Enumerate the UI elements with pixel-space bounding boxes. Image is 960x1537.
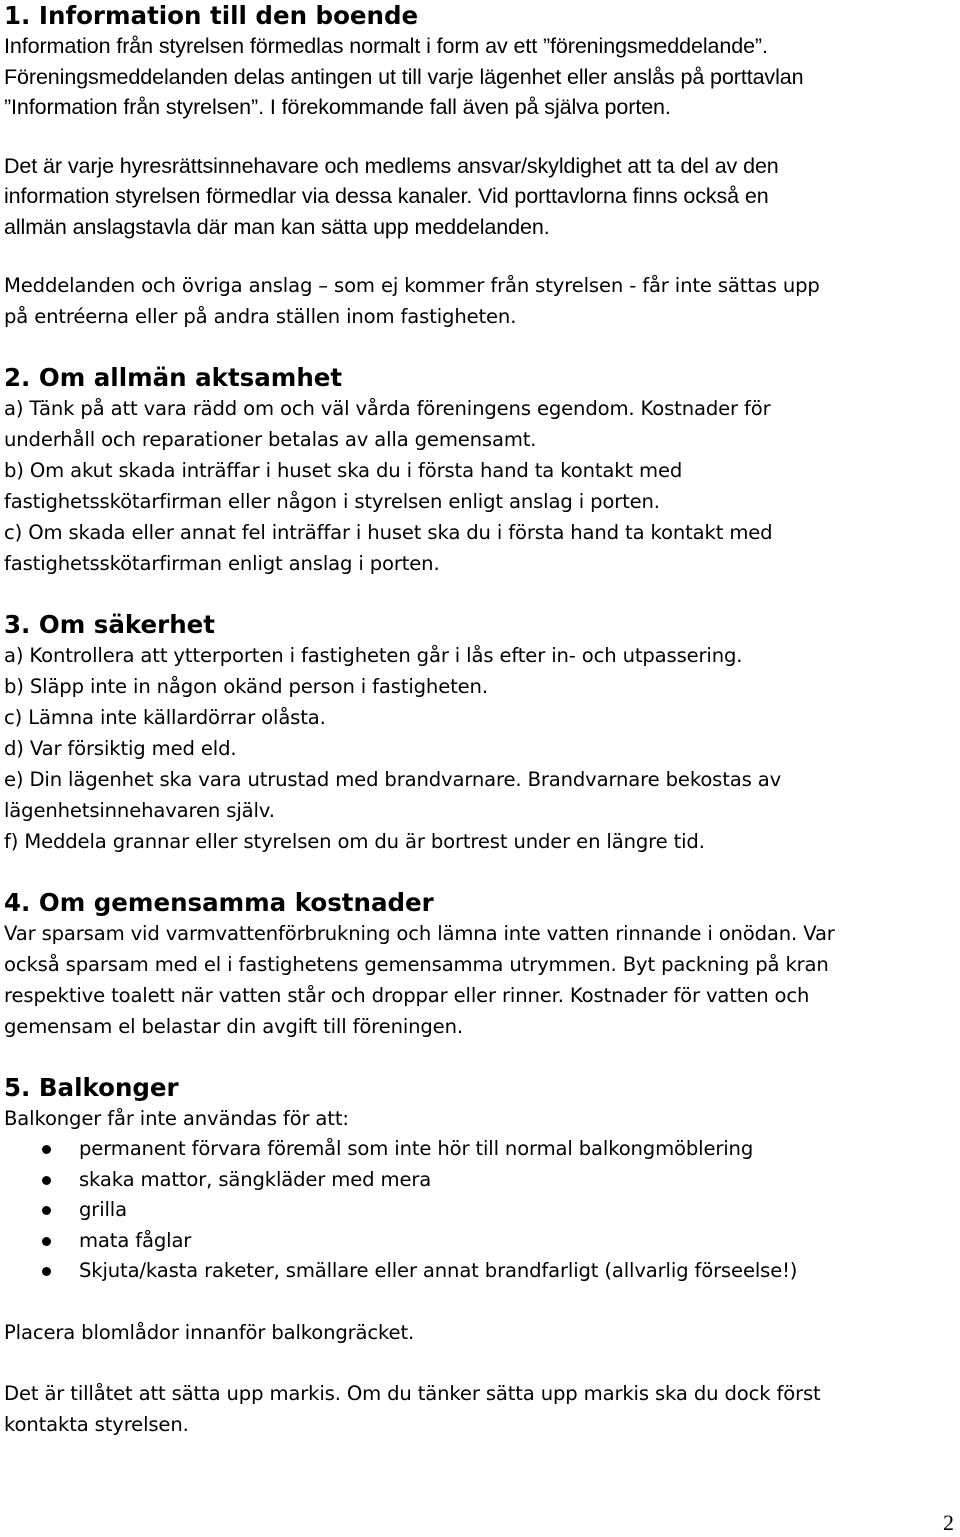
bullet-icon	[42, 1237, 51, 1246]
text-line: a) Tänk på att vara rädd om och väl vårda föreningens egendom. Kostnader för	[4, 397, 771, 420]
list-item-text: mata fåglar	[79, 1228, 192, 1252]
text-line: Föreningsmeddelanden delas antingen ut till varje lägenhet eller anslås på porttavlan	[4, 64, 804, 89]
text-line: Placera blomlådor innanför balkongräcket.	[4, 1320, 415, 1344]
section-4-body	[4, 918, 954, 1042]
text-line: fastighetsskötarfirman eller någon i styrelsen enligt anslag i porten.	[4, 490, 660, 513]
document-page	[4, 0, 954, 1440]
bullet-icon	[42, 1145, 51, 1154]
list-item	[4, 1256, 954, 1287]
text-line: e) Din lägenhet ska vara utrustad med brandvarnare. Brandvarnare bekostas av	[4, 768, 782, 791]
text-line: allmän anslagstavla där man kan sätta upp meddelanden.	[4, 214, 550, 239]
text-line: information styrelsen förmedlar via dessa kanaler. Vid porttavlorna finns också en	[4, 184, 769, 208]
list-item-text: grilla	[79, 1198, 127, 1222]
awning-paragraph	[4, 1378, 954, 1440]
section-1-paragraph-2	[4, 151, 954, 243]
text-line: b) Om akut skada inträffar i huset ska du i första hand ta kontakt med	[4, 459, 683, 482]
text-line: på entréerna eller på andra ställen inom fastigheten.	[4, 305, 517, 328]
text-line: Balkonger får inte användas för att:	[4, 1107, 349, 1130]
text-line: Det är tillåtet att sätta upp markis. Om du tänker sätta upp markis ska du dock först	[4, 1381, 821, 1405]
text-line: c) Lämna inte källardörrar olåsta.	[4, 706, 326, 729]
text-line: respektive toalett när vatten står och droppar eller rinner. Kostnader för vatten och	[4, 984, 810, 1007]
text-line: Information från styrelsen förmedlas normalt i form av ett ”föreningsmeddelande”.	[4, 34, 768, 58]
list-item-text: Skjuta/kasta raketer, smällare eller annat brandfarligt (allvarlig förseelse!)	[79, 1259, 798, 1283]
section-4-heading: 4. Om gemensamma kostnader	[4, 888, 434, 917]
flower-box-paragraph	[4, 1317, 954, 1348]
section-3-heading: 3. Om säkerhet	[4, 610, 215, 639]
bullet-icon	[42, 1267, 51, 1276]
text-line: ”Information från styrelsen”. I förekommande fall även på själva porten.	[4, 95, 671, 119]
text-line: fastighetsskötarfirman enligt anslag i porten.	[4, 552, 440, 575]
text-line: d) Var försiktig med eld.	[4, 737, 237, 760]
text-line: lägenhetsinnehavaren själv.	[4, 799, 275, 822]
text-line: a) Kontrollera att ytterporten i fastigheten går i lås efter in- och utpassering.	[4, 644, 743, 667]
text-line: gemensam el belastar din avgift till föreningen.	[4, 1015, 463, 1038]
section-3-body	[4, 640, 954, 857]
text-line: också sparsam med el i fastighetens gemensamma utrymmen. Byt packning på kran	[4, 953, 829, 976]
section-2-heading: 2. Om allmän aktsamhet	[4, 363, 343, 392]
text-line: kontakta styrelsen.	[4, 1412, 189, 1436]
text-line: c) Om skada eller annat fel inträffar i huset ska du i första hand ta kontakt med	[4, 521, 773, 544]
list-item-text: permanent förvara föremål som inte hör till normal balkongmöblering	[79, 1137, 754, 1160]
bullet-icon	[42, 1206, 51, 1215]
list-item-text: skaka mattor, sängkläder med mera	[79, 1167, 432, 1191]
bullet-icon	[42, 1176, 51, 1185]
list-item	[4, 1134, 954, 1165]
section-5-intro	[4, 1103, 954, 1134]
section-1-paragraph-3	[4, 270, 954, 332]
text-line: underhåll och reparationer betalas av alla gemensamt.	[4, 428, 537, 451]
text-line: Meddelanden och övriga anslag – som ej kommer från styrelsen - får inte sättas upp	[4, 274, 820, 297]
balcony-rules-list	[4, 1134, 954, 1287]
text-line: Det är varje hyresrättsinnehavare och medlems ansvar/skyldighet att ta del av den	[4, 153, 779, 178]
section-1-paragraph-1	[4, 31, 954, 123]
list-item	[4, 1195, 954, 1226]
list-item	[4, 1165, 954, 1196]
section-1-heading: 1. Information till den boende	[4, 1, 419, 30]
text-line: f) Meddela grannar eller styrelsen om du är bortrest under en längre tid.	[4, 830, 705, 853]
text-line: b) Släpp inte in någon okänd person i fastigheten.	[4, 675, 488, 698]
text-line: Var sparsam vid varmvattenförbrukning och lämna inte vatten rinnande i onödan. Var	[4, 922, 835, 945]
section-5-heading: 5. Balkonger	[4, 1073, 179, 1102]
section-2-body	[4, 393, 954, 579]
page-number: 2	[943, 1510, 954, 1535]
list-item	[4, 1226, 954, 1257]
